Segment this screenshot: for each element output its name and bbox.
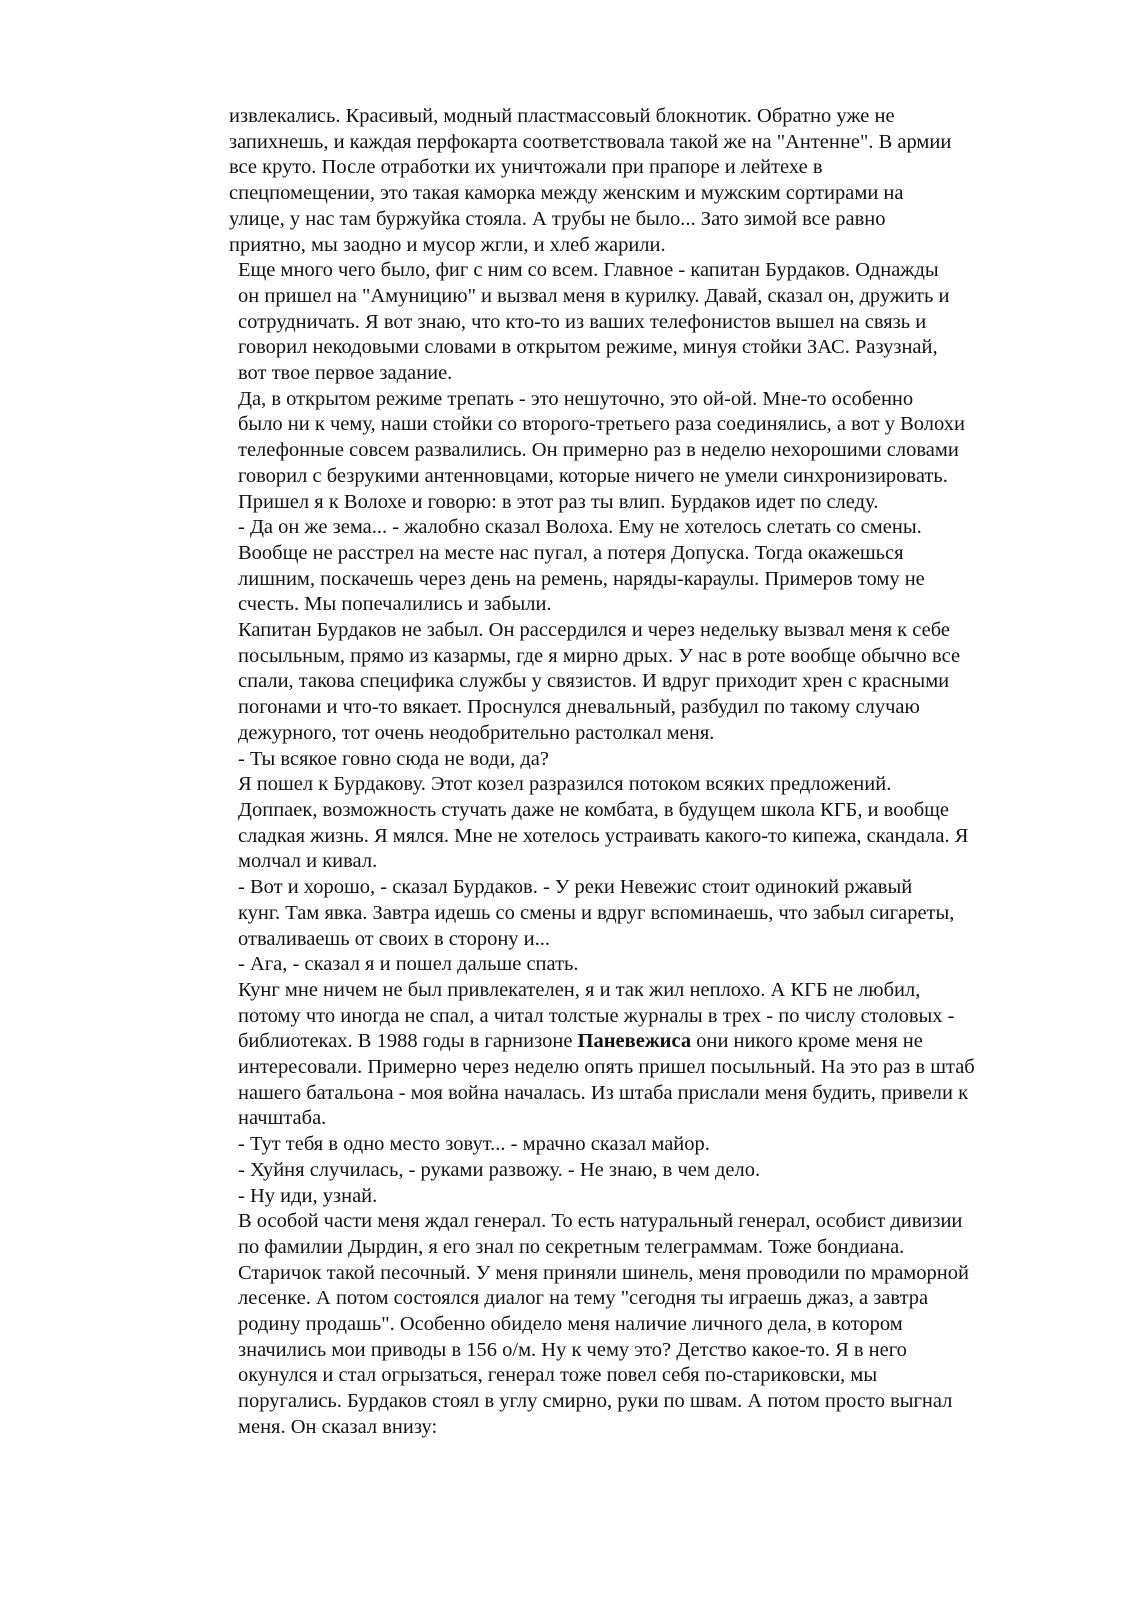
paragraph-3	[229, 387, 1059, 516]
text-line: В особой части меня ждал генерал. То есть натуральный генерал, особист дивизии	[238, 1210, 963, 1233]
text-line: погонами и что-то вякает. Проснулся дневальный, разбудил по такому случаю	[238, 696, 920, 719]
text-line: Кунг мне ничем не был привлекателен, я и так жил неплохо. А КГБ не любил,	[238, 978, 921, 1001]
text-line: по фамилии Дырдин, я его знал по секретным телеграммам. Тоже бондиана.	[238, 1235, 905, 1258]
text-line: запихнешь, и каждая перфокарта соответствовала такой же на "Антенне". В армии	[229, 130, 952, 153]
text-line: отваливаешь от своих в сторону и...	[238, 927, 551, 950]
text-line: извлекались. Красивый, модный пластмассовый блокнотик. Обратно уже не	[229, 105, 895, 127]
text-line: сладкая жизнь. Я мялся. Мне не хотелось устраивать какого-то кипежа, скандала. Я	[238, 824, 969, 847]
paragraph-1	[229, 104, 1059, 258]
paragraph-2	[229, 258, 1059, 387]
text-line: интересовали. Примерно через неделю опять пришел посыльный. На это раз в штаб	[238, 1056, 975, 1079]
text-line: Пришел я к Волохе и говорю: в этот раз ты влип. Бурдаков идет по следу.	[238, 490, 879, 513]
text-line: лесенке. А потом состоялся диалог на тему "сегодня ты играешь джаз, а завтра	[238, 1287, 929, 1310]
text-line: - Ага, - сказал я и пошел дальше спать.	[238, 953, 579, 976]
paragraph-12	[229, 1132, 1059, 1158]
paragraph-10	[229, 952, 1059, 978]
text-line: лишним, поскачешь через день на ремень, наряды-караулы. Примеров тому не	[238, 567, 925, 590]
text-line: он пришел на "Амуницию" и вызвал меня в курилку. Давай, сказал он, дружить и	[238, 284, 950, 307]
text-line: телефонные совсем развалились. Он примерно раз в неделю нехорошими словами	[238, 439, 959, 462]
text-line: было ни к чему, наши стойки со второго-третьего раза соединялись, а вот у Волохи	[238, 413, 965, 436]
paragraph-4	[229, 515, 1059, 541]
text-line: Старичок такой песочный. У меня приняли шинель, меня проводили по мраморной	[238, 1261, 969, 1284]
text-line: кунг. Там явка. Завтра идешь со смены и вдруг вспоминаешь, что забыл сигареты,	[238, 901, 955, 924]
text-line: все круто. После отработки их уничтожали при прапоре и лейтехе в	[229, 156, 823, 179]
bold-place-name: Паневежиса	[577, 1030, 692, 1053]
paragraph-5	[229, 541, 1059, 618]
text-line: - Ты всякое говно сюда не води, да?	[238, 747, 549, 770]
text-line: окунулся и стал огрызаться, генерал тоже повел себя по-стариковски, мы	[238, 1364, 878, 1387]
text-line-part: библиотеках. В 1988 годы в гарнизоне	[238, 1030, 578, 1053]
text-line-part: они никого кроме меня не	[691, 1030, 923, 1053]
text-line: спецпомещении, это такая каморка между женским и мужским сортирами на	[229, 182, 904, 205]
text-line: посыльным, прямо из казармы, где я мирно дрых. У нас в роте вообще обычно все	[238, 644, 961, 667]
text-line: говорил некодовыми словами в открытом режиме, минуя стойки ЗАС. Разузнай,	[238, 336, 938, 359]
text-line: - Да он же зема... - жалобно сказал Волоха. Ему не хотелось слетать со смены.	[238, 516, 922, 539]
paragraph-13	[229, 1158, 1059, 1184]
text-line: поругались. Бурдаков стоял в углу смирно, руки по швам. А потом просто выгнал	[238, 1390, 953, 1413]
paragraph-7	[229, 747, 1059, 773]
text-line: говорил с безрукими антенновцами, которые ничего не умели синхронизировать.	[238, 464, 948, 487]
text-line: Еще много чего было, фиг с ним со всем. Главное - капитан Бурдаков. Однажды	[238, 259, 939, 282]
text-line: сотрудничать. Я вот знаю, что кто-то из ваших телефонистов вышел на связь и	[238, 310, 927, 333]
paragraph-9	[229, 875, 1059, 952]
text-line: счесть. Мы попечалились и забыли.	[238, 593, 552, 616]
text-line: Капитан Бурдаков не забыл. Он рассердился и через недельку вызвал меня к себе	[238, 619, 950, 642]
text-line	[229, 1029, 1059, 1055]
text-line: - Ну иди, узнай.	[238, 1184, 378, 1207]
text-line: Доппаек, возможность стучать даже не комбата, в будущем школа КГБ, и вообще	[238, 798, 950, 821]
text-line: меня. Он сказал внизу:	[238, 1415, 438, 1438]
document-page	[229, 104, 1059, 1441]
text-line: вот твое первое задание.	[238, 362, 453, 385]
paragraph-6	[229, 618, 1059, 747]
text-line: родину продашь". Особенно обидело меня наличие личного дела, в котором	[238, 1313, 903, 1336]
text-line: - Тут тебя в одно место зовут... - мрачно сказал майор.	[238, 1133, 710, 1156]
text-line: молчал и кивал.	[238, 850, 378, 873]
paragraph-15	[229, 1209, 1059, 1440]
text-line: начштаба.	[238, 1107, 327, 1130]
paragraph-14	[229, 1184, 1059, 1210]
text-line: приятно, мы заодно и мусор жгли, и хлеб жарили.	[229, 233, 666, 256]
text-line: Да, в открытом режиме трепать - это нешуточно, это ой-ой. Мне-то особенно	[238, 387, 914, 410]
text-line: - Вот и хорошо, - сказал Бурдаков. - У реки Невежис стоит одинокий ржавый	[238, 876, 913, 899]
text-line: спали, такова специфика службы у связистов. И вдруг приходит хрен с красными	[238, 670, 950, 693]
text-line: значились мои приводы в 156 о/м. Ну к чему это? Детство какое-то. Я в него	[238, 1338, 907, 1361]
text-line: нашего батальона - моя война началась. Из штаба прислали меня будить, привели к	[238, 1081, 969, 1104]
text-line: потому что иногда не спал, а читал толстые журналы в трех - по числу столовых -	[238, 1004, 955, 1027]
paragraph-8	[229, 772, 1059, 875]
text-line: - Хуйня случилась, - руками развожу. - Не знаю, в чем дело.	[238, 1158, 761, 1181]
text-line: Я пошел к Бурдакову. Этот козел разразился потоком всяких предложений.	[238, 773, 892, 796]
text-line: улице, у нас там буржуйка стояла. А трубы не было... Зато зимой все равно	[229, 207, 886, 230]
text-line: дежурного, тот очень неодобрительно растолкал меня.	[238, 721, 715, 744]
text-line: Вообще не расстрел на месте нас пугал, а потеря Допуска. Тогда окажешься	[238, 541, 904, 564]
paragraph-11	[229, 978, 1059, 1132]
